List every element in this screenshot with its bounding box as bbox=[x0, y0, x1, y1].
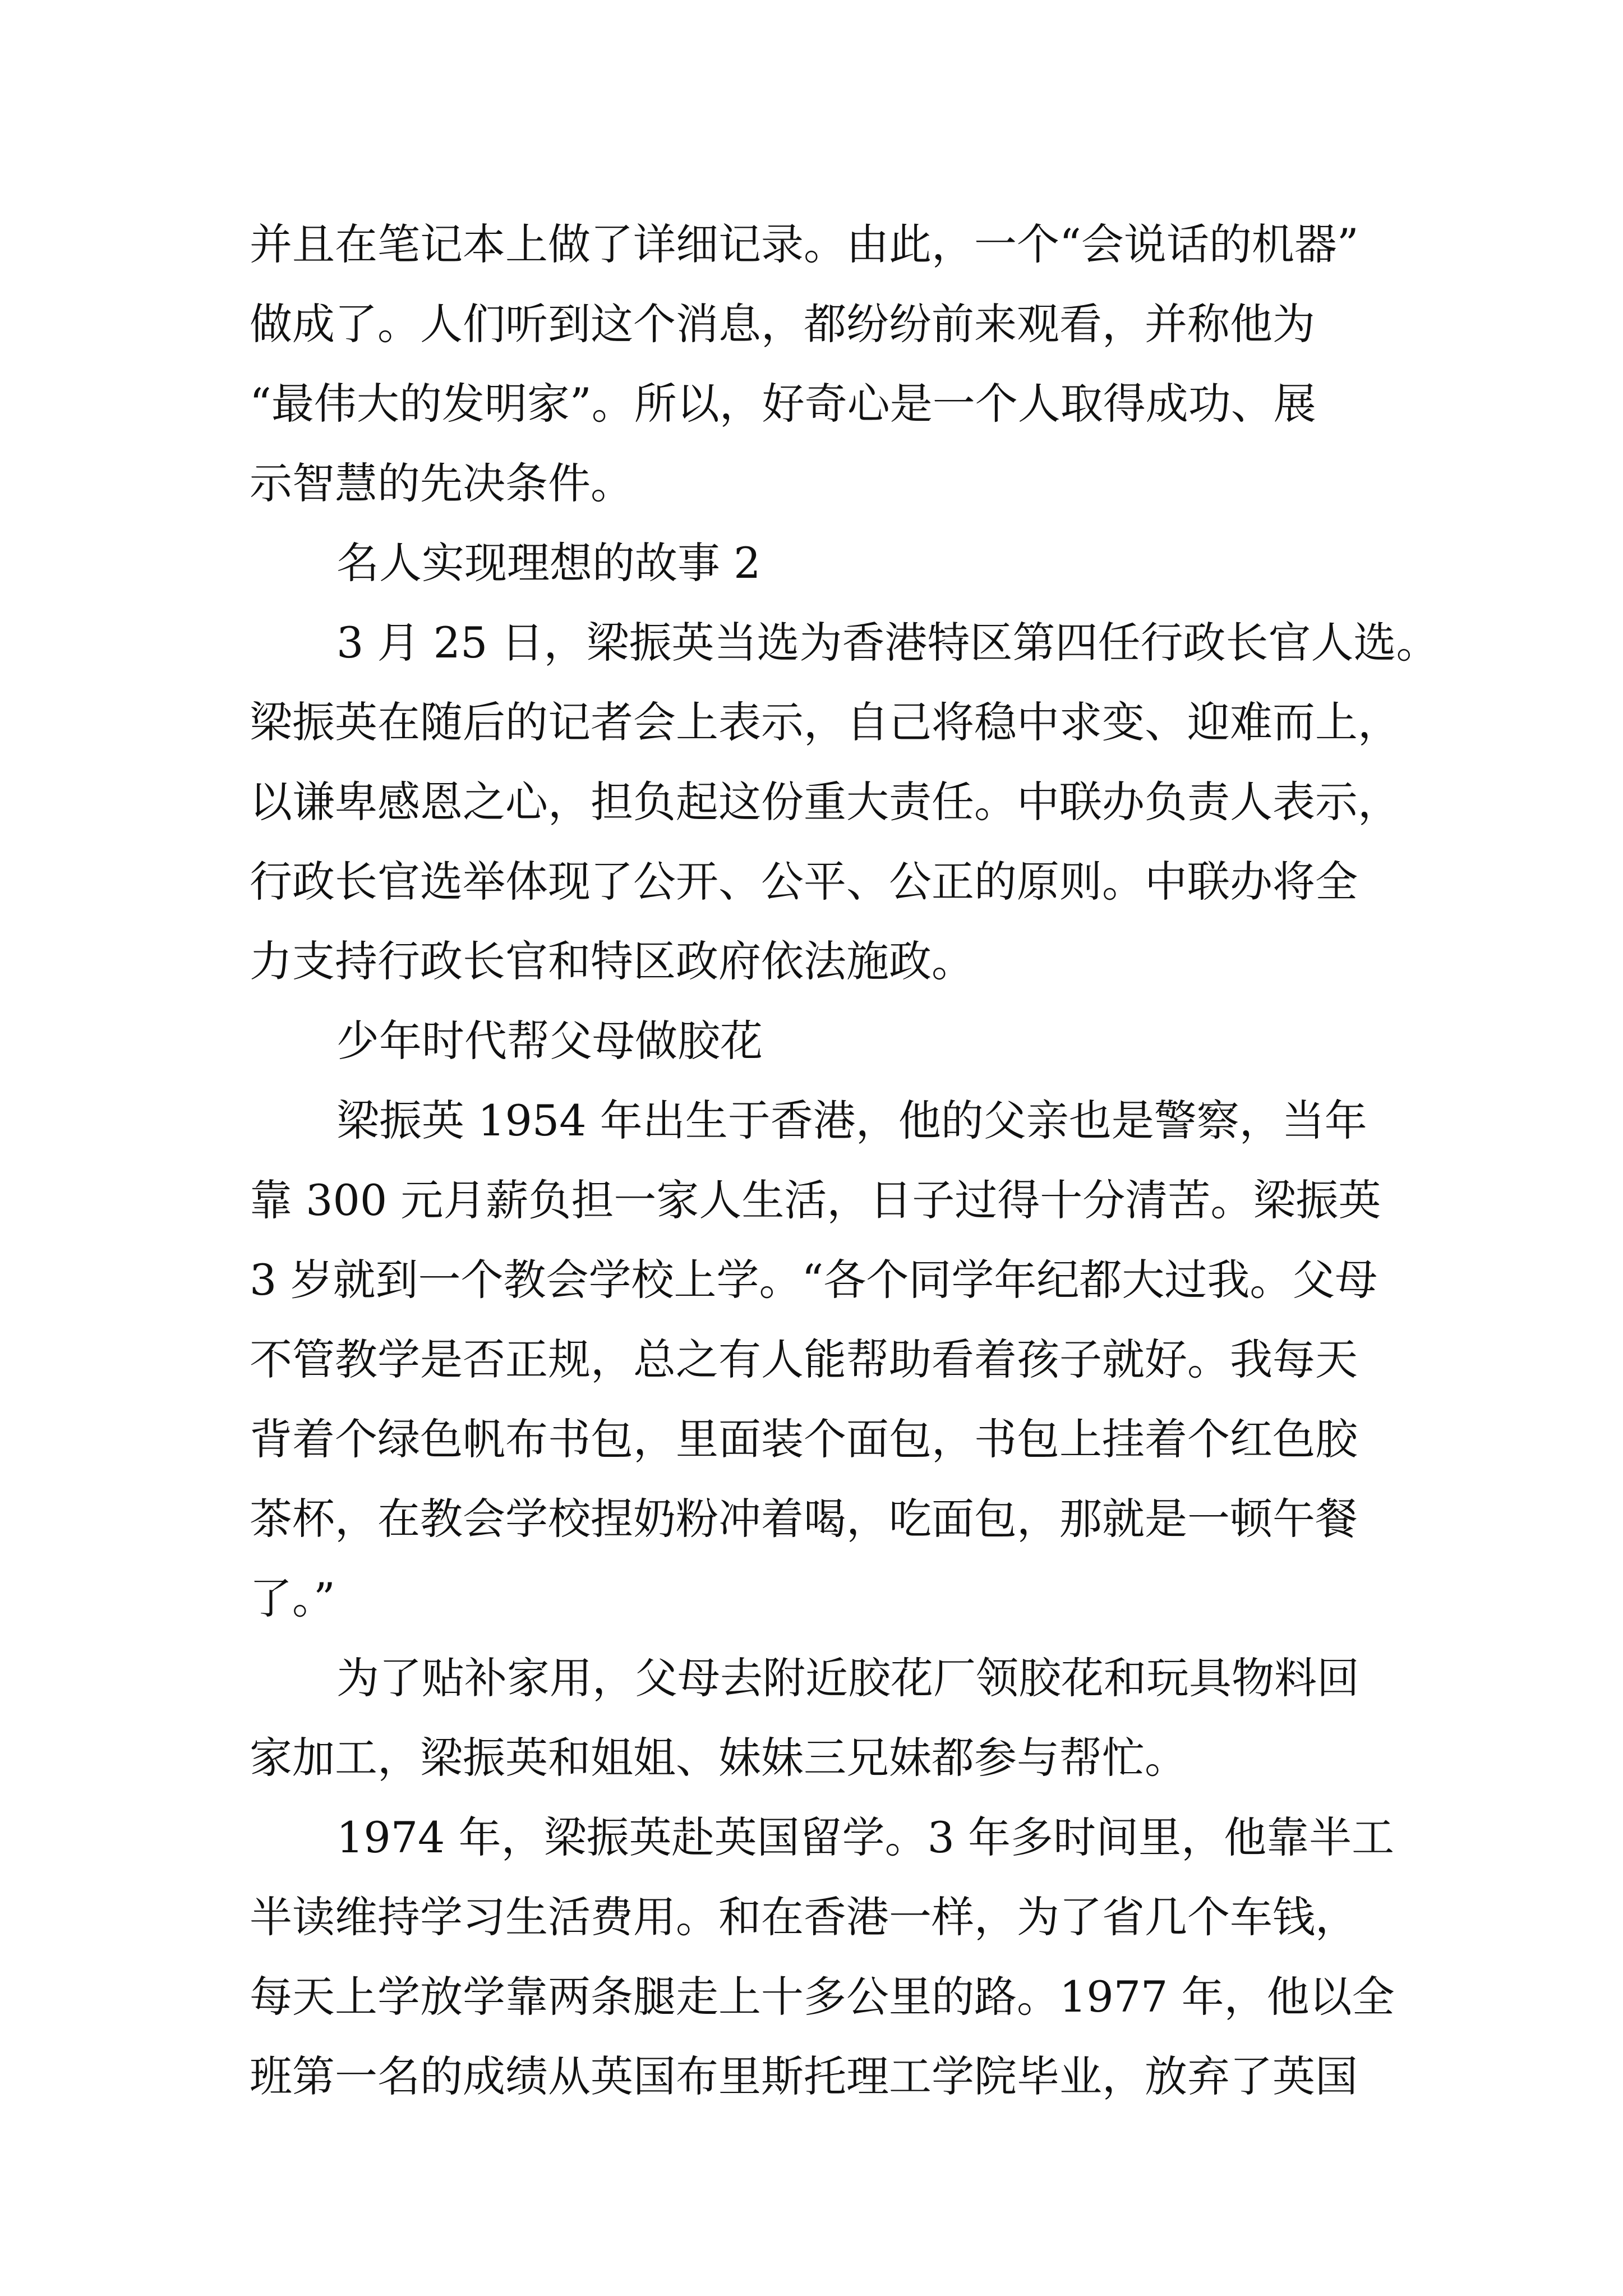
paragraph-start-line: 为了贴补家用，父母去附近胶花厂领胶花和玩具物料回 bbox=[336, 1653, 1359, 1703]
text-line: 靠 300 元月薪负担一家人生活，日子过得十分清苦。梁振英 bbox=[250, 1175, 1381, 1225]
text-line: 了。” bbox=[250, 1573, 335, 1623]
section-heading: 名人实现理想的故事 2 bbox=[336, 538, 761, 588]
text-line: 以谦卑感恩之心，担负起这份重大责任。中联办负责人表示， bbox=[250, 777, 1400, 827]
text-line: 班第一名的成绩从英国布里斯托理工学院毕业，放弃了英国 bbox=[250, 2051, 1358, 2101]
text-line: 示智慧的先决条件。 bbox=[250, 458, 633, 508]
paragraph-start-line: 梁振英 1954 年出生于香港，他的父亲也是警察，当年 bbox=[336, 1096, 1367, 1145]
text-line: 不管教学是否正规，总之有人能帮助看着孩子就好。我每天 bbox=[250, 1335, 1358, 1384]
text-line: 背着个绿色帆布书包，里面装个面包，书包上挂着个红色胶 bbox=[250, 1414, 1358, 1464]
text-line: 每天上学放学靠两条腿走上十多公里的路。1977 年，他以全 bbox=[250, 1972, 1395, 2022]
text-line: 茶杯，在教会学校捏奶粉冲着喝，吃面包，那就是一顿午餐 bbox=[250, 1494, 1358, 1544]
text-line: 半读维持学习生活费用。和在香港一样，为了省几个车钱， bbox=[250, 1892, 1358, 1942]
paragraph-start-line: 3 月 25 日，梁振英当选为香港特区第四任行政长官人选。 bbox=[336, 618, 1439, 668]
text-line: 梁振英在随后的记者会上表示，自己将稳中求变、迎难而上， bbox=[250, 697, 1400, 747]
text-line: “最伟大的发明家”。所以，好奇心是一个人取得成功、展 bbox=[250, 379, 1316, 429]
text-line: 行政长官选举体现了公开、公平、公正的原则。中联办将全 bbox=[250, 857, 1358, 907]
text-line: 家加工，梁振英和姐姐、妹妹三兄妹都参与帮忙。 bbox=[250, 1733, 1187, 1783]
paragraph-start-line: 1974 年，梁振英赴英国留学。3 年多时间里，他靠半工 bbox=[336, 1812, 1395, 1862]
subheading: 少年时代帮父母做胶花 bbox=[336, 1016, 763, 1066]
text-line: 并且在笔记本上做了详细记录。由此，一个“会说话的机器” bbox=[250, 219, 1359, 269]
text-line: 做成了。人们听到这个消息，都纷纷前来观看，并称他为 bbox=[250, 299, 1315, 349]
text-line: 力支持行政长官和特区政府依法施政。 bbox=[250, 936, 974, 986]
text-line: 3 岁就到一个教会学校上学。“各个同学年纪都大过我。父母 bbox=[250, 1255, 1378, 1305]
